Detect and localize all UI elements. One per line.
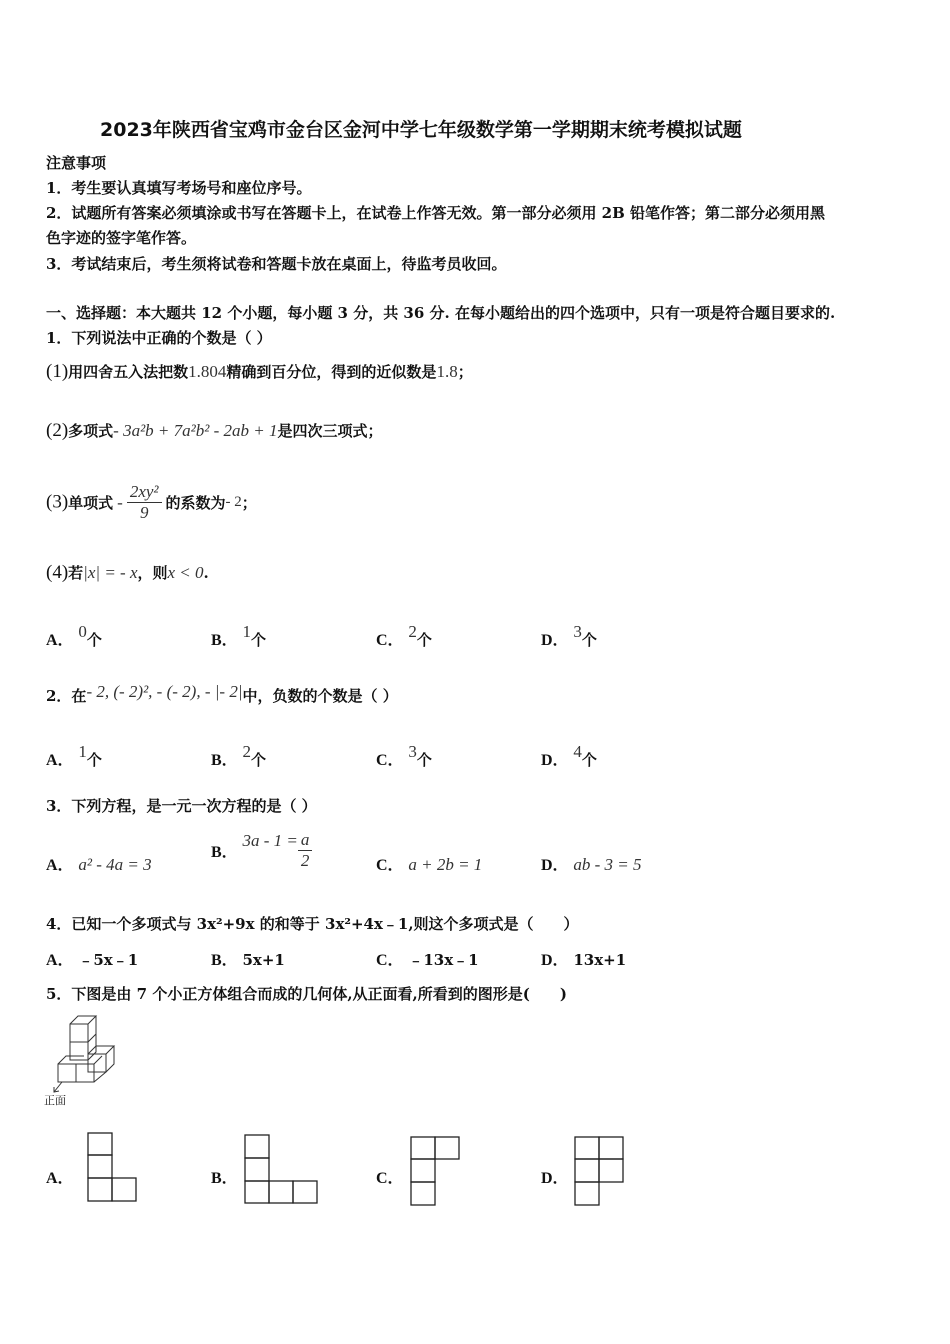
square xyxy=(599,1159,623,1182)
cube-solid-figure xyxy=(44,1012,124,1096)
notice-heading: 注意事项 xyxy=(46,154,107,172)
square xyxy=(245,1135,269,1158)
option-d[interactable] xyxy=(541,947,626,970)
statement-text: 用四舍五入法把数 xyxy=(68,363,189,381)
cube-face xyxy=(58,1064,76,1082)
question-text: 中，负数的个数是（ ） xyxy=(242,687,398,705)
option-letter: C． xyxy=(376,632,404,649)
question-2-stem xyxy=(46,682,398,706)
option-letter: A． xyxy=(46,752,74,769)
option-c-figure xyxy=(410,1136,460,1206)
notice-item: 色字迹的签字笔作答。 xyxy=(46,229,197,247)
option-letter: D． xyxy=(541,632,569,649)
cube-top xyxy=(70,1016,96,1024)
square xyxy=(411,1159,435,1182)
option-unit: 个 xyxy=(86,631,102,649)
option-letter: C． xyxy=(376,1170,404,1187)
option-letter: C． xyxy=(376,952,404,969)
square xyxy=(269,1181,293,1203)
option-letter: C． xyxy=(376,752,404,769)
option-b[interactable] xyxy=(211,947,285,970)
option-expression: a² - 4a = 3 xyxy=(78,855,152,874)
option-c[interactable] xyxy=(376,622,432,650)
option-expression: 3a - 1 = xyxy=(242,830,298,850)
statement-text: ，则 xyxy=(137,564,168,582)
option-letter: A． xyxy=(46,632,74,649)
option-a[interactable] xyxy=(46,622,102,650)
cube-top xyxy=(88,1046,114,1054)
math-sign: - xyxy=(117,492,123,512)
option-letter: B． xyxy=(211,752,238,769)
square xyxy=(575,1159,599,1182)
square xyxy=(435,1137,459,1159)
statement-index: (4) xyxy=(46,562,69,583)
statement-text: ； xyxy=(241,494,257,512)
option-b[interactable] xyxy=(211,742,266,770)
math-number: 1.804 xyxy=(188,362,227,381)
option-unit: 个 xyxy=(86,751,102,769)
question-5-stem: 5．下图是由 7 个小正方体组合而成的几何体,从正面看,所看到的图形是( ) xyxy=(46,985,567,1003)
option-b[interactable] xyxy=(211,830,312,871)
q1-statement-4 xyxy=(46,562,209,584)
square xyxy=(599,1137,623,1159)
square xyxy=(88,1178,112,1201)
square xyxy=(88,1133,112,1155)
statement-index: (1) xyxy=(46,361,69,382)
fraction-denominator: 2 xyxy=(300,851,310,870)
figure-label: 正面 xyxy=(44,1094,66,1107)
statement-text: 是四次三项式； xyxy=(277,422,383,440)
q1-statement-1 xyxy=(46,361,473,383)
square xyxy=(293,1181,317,1203)
fraction-denominator: 9 xyxy=(139,503,149,522)
option-letter: B． xyxy=(211,844,238,861)
question-1-stem: 1．下列说法中正确的个数是（ ） xyxy=(46,329,272,347)
q1-statement-3 xyxy=(46,482,257,523)
option-expression: ﹣13x﹣1 xyxy=(408,951,479,969)
math-number: 1.8 xyxy=(436,362,458,381)
front-arrow xyxy=(54,1082,62,1092)
statement-text: ； xyxy=(457,363,473,381)
math-expression: - 3a²b + 7a²b² - 2ab + 1 xyxy=(113,421,278,440)
notice-item: 1．考生要认真填写考场号和座位序号。 xyxy=(46,179,312,197)
option-a[interactable] xyxy=(46,852,152,875)
math-expression: x < 0 xyxy=(167,563,204,582)
option-letter: D． xyxy=(541,1170,569,1187)
notice-item: 3．考试结束后，考生须将试卷和答题卡放在桌面上，待监考员收回。 xyxy=(46,255,507,273)
math-fraction xyxy=(298,830,313,871)
square xyxy=(245,1158,269,1181)
cube-face xyxy=(70,1042,88,1060)
option-b-label[interactable] xyxy=(211,1165,238,1188)
statement-text: 的系数为 xyxy=(165,494,226,512)
page-title: 2023年陕西省宝鸡市金台区金河中学七年级数学第一学期期末统考模拟试题 xyxy=(100,119,742,141)
statement-text: 精确到百分位，得到的近似数是 xyxy=(226,363,437,381)
cube-face xyxy=(70,1024,88,1042)
math-number: - 2 xyxy=(225,494,242,510)
option-expression: 13x+1 xyxy=(573,951,627,969)
option-c[interactable] xyxy=(376,947,479,970)
option-letter: B． xyxy=(211,632,238,649)
option-letter: D． xyxy=(541,752,569,769)
statement-index: (2) xyxy=(46,420,69,441)
notice-item: 2．试题所有答案必须填涂或书写在答题卡上，在试卷上作答无效。第一部分必须用 2B 铅笔作答；第二部分必须用黑 xyxy=(46,204,826,222)
square xyxy=(112,1178,136,1201)
option-unit: 个 xyxy=(250,751,266,769)
fraction-numerator: a xyxy=(298,830,313,851)
option-letter: B． xyxy=(211,1170,238,1187)
option-b-figure xyxy=(244,1134,318,1204)
cube-edge xyxy=(94,1072,106,1082)
square xyxy=(245,1181,269,1203)
option-unit: 个 xyxy=(416,631,432,649)
option-value: 3 xyxy=(573,622,582,641)
math-expression: - 2, (- 2)², - (- 2), - |- 2| xyxy=(86,682,243,701)
option-value: 0 xyxy=(78,622,87,641)
option-a[interactable] xyxy=(46,742,102,770)
option-expression: a + 2b = 1 xyxy=(408,855,483,874)
statement-text: 多项式 xyxy=(68,422,114,440)
option-value: 3 xyxy=(408,742,417,761)
option-value: 2 xyxy=(242,742,251,761)
option-value: 4 xyxy=(573,742,582,761)
cube-edge xyxy=(94,1056,102,1064)
option-d-figure xyxy=(574,1136,624,1206)
statement-text: 若 xyxy=(68,564,84,582)
option-c[interactable] xyxy=(376,742,432,770)
option-expression: ﹣5x﹣1 xyxy=(78,951,139,969)
option-a-figure xyxy=(87,1132,137,1202)
option-d[interactable] xyxy=(541,852,641,875)
square xyxy=(411,1182,435,1205)
option-letter: B． xyxy=(211,952,238,969)
math-expression: |x| = - x xyxy=(83,563,138,582)
option-value: 1 xyxy=(78,742,87,761)
option-letter: A． xyxy=(46,1170,74,1187)
statement-index: (3) xyxy=(46,491,69,513)
option-d-label[interactable] xyxy=(541,1165,569,1188)
option-unit: 个 xyxy=(250,631,266,649)
option-value: 2 xyxy=(408,622,417,641)
option-unit: 个 xyxy=(581,751,597,769)
square xyxy=(575,1182,599,1205)
math-fraction xyxy=(127,482,162,523)
square xyxy=(88,1155,112,1178)
option-letter: A． xyxy=(46,952,74,969)
option-d[interactable] xyxy=(541,622,597,650)
option-letter: D． xyxy=(541,857,569,874)
option-a[interactable] xyxy=(46,947,138,970)
question-4-stem: 4．已知一个多项式与 3x²+9x 的和等于 3x²+4x﹣1,则这个多项式是（ ） xyxy=(46,915,579,933)
statement-text: . xyxy=(203,564,209,582)
cube-face xyxy=(76,1064,94,1082)
option-letter: D． xyxy=(541,952,569,969)
option-d[interactable] xyxy=(541,742,597,770)
option-a-label[interactable] xyxy=(46,1165,74,1188)
q1-statement-2 xyxy=(46,420,383,442)
question-text: 2．在 xyxy=(46,687,87,705)
option-unit: 个 xyxy=(581,631,597,649)
section-heading: 一、选择题：本大题共 12 个小题，每小题 3 分，共 36 分. 在每小题给出的四个选项中，只有一项是符合题目要求的. xyxy=(46,304,836,322)
option-letter: C． xyxy=(376,857,404,874)
square xyxy=(411,1137,435,1159)
option-b[interactable] xyxy=(211,622,266,650)
option-expression: 5x+1 xyxy=(242,951,285,969)
statement-text: 单项式 xyxy=(68,494,114,512)
option-unit: 个 xyxy=(416,751,432,769)
option-c[interactable] xyxy=(376,852,482,875)
option-value: 1 xyxy=(242,622,251,641)
option-c-label[interactable] xyxy=(376,1165,404,1188)
option-letter: A． xyxy=(46,857,74,874)
option-expression: ab - 3 = 5 xyxy=(573,855,642,874)
fraction-numerator: 2xy² xyxy=(127,482,162,503)
square xyxy=(575,1137,599,1159)
question-3-stem: 3．下列方程，是一元一次方程的是（ ） xyxy=(46,797,317,815)
